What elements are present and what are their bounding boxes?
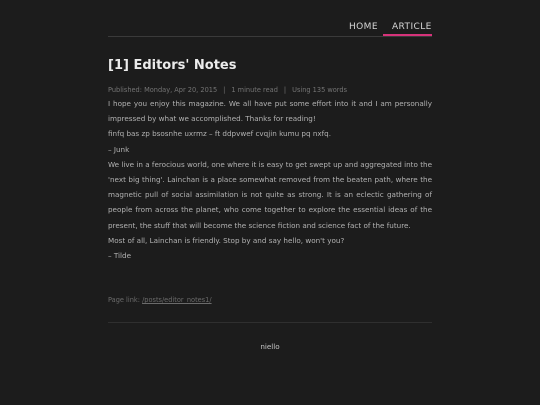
meta-separator: | xyxy=(283,86,287,94)
article-paragraph: We live in a ferocious world, one where it is easy to get swept up and aggregated into the 'next big thing'. Lainchan is a place somewhat removed from the beaten path, where the magnetic pull of social assimilation is not quite as strong. It is an eclectic gathering of people from across the planet, who come together to explore the essential ideas of the present, the stuff that will become the science fiction and science fact of the future. xyxy=(108,159,432,230)
article-meta xyxy=(108,86,347,94)
published-date: Published: Monday, Apr 20, 2015 xyxy=(108,86,218,94)
nav-active-indicator xyxy=(383,34,432,36)
word-count: Using 135 words xyxy=(292,86,348,94)
article-title: [1] Editors' Notes xyxy=(108,58,237,73)
footer-divider xyxy=(108,322,432,323)
page-link xyxy=(108,296,212,304)
footer-text: niello xyxy=(260,342,280,351)
article-paragraph: I hope you enjoy this magazine. We all have put some effort into it and I am personally impressed by what we accomplished. Thanks for reading! xyxy=(108,99,432,124)
read-time: 1 minute read xyxy=(231,86,278,94)
article-body xyxy=(108,96,432,263)
meta-separator: | xyxy=(223,86,226,94)
page-link-label: Page link: xyxy=(108,296,140,304)
article-paragraph: Most of all, Lainchan is friendly. Stop by and say hello, won't you? xyxy=(108,235,345,245)
page-link-url[interactable]: /posts/editor_notes1/ xyxy=(142,296,212,304)
article-signature: – Tilde xyxy=(108,251,132,261)
nav-article-link[interactable]: ARTICLE xyxy=(392,22,432,32)
nav-home-link[interactable]: HOME xyxy=(349,22,378,32)
article-paragraph: finfq bas zp bsosnhe uxrmz – ft ddpvwef cvqjin kumu pq nxfq. xyxy=(108,129,332,139)
top-nav xyxy=(108,0,432,37)
article-signature: – Junk xyxy=(108,144,130,154)
